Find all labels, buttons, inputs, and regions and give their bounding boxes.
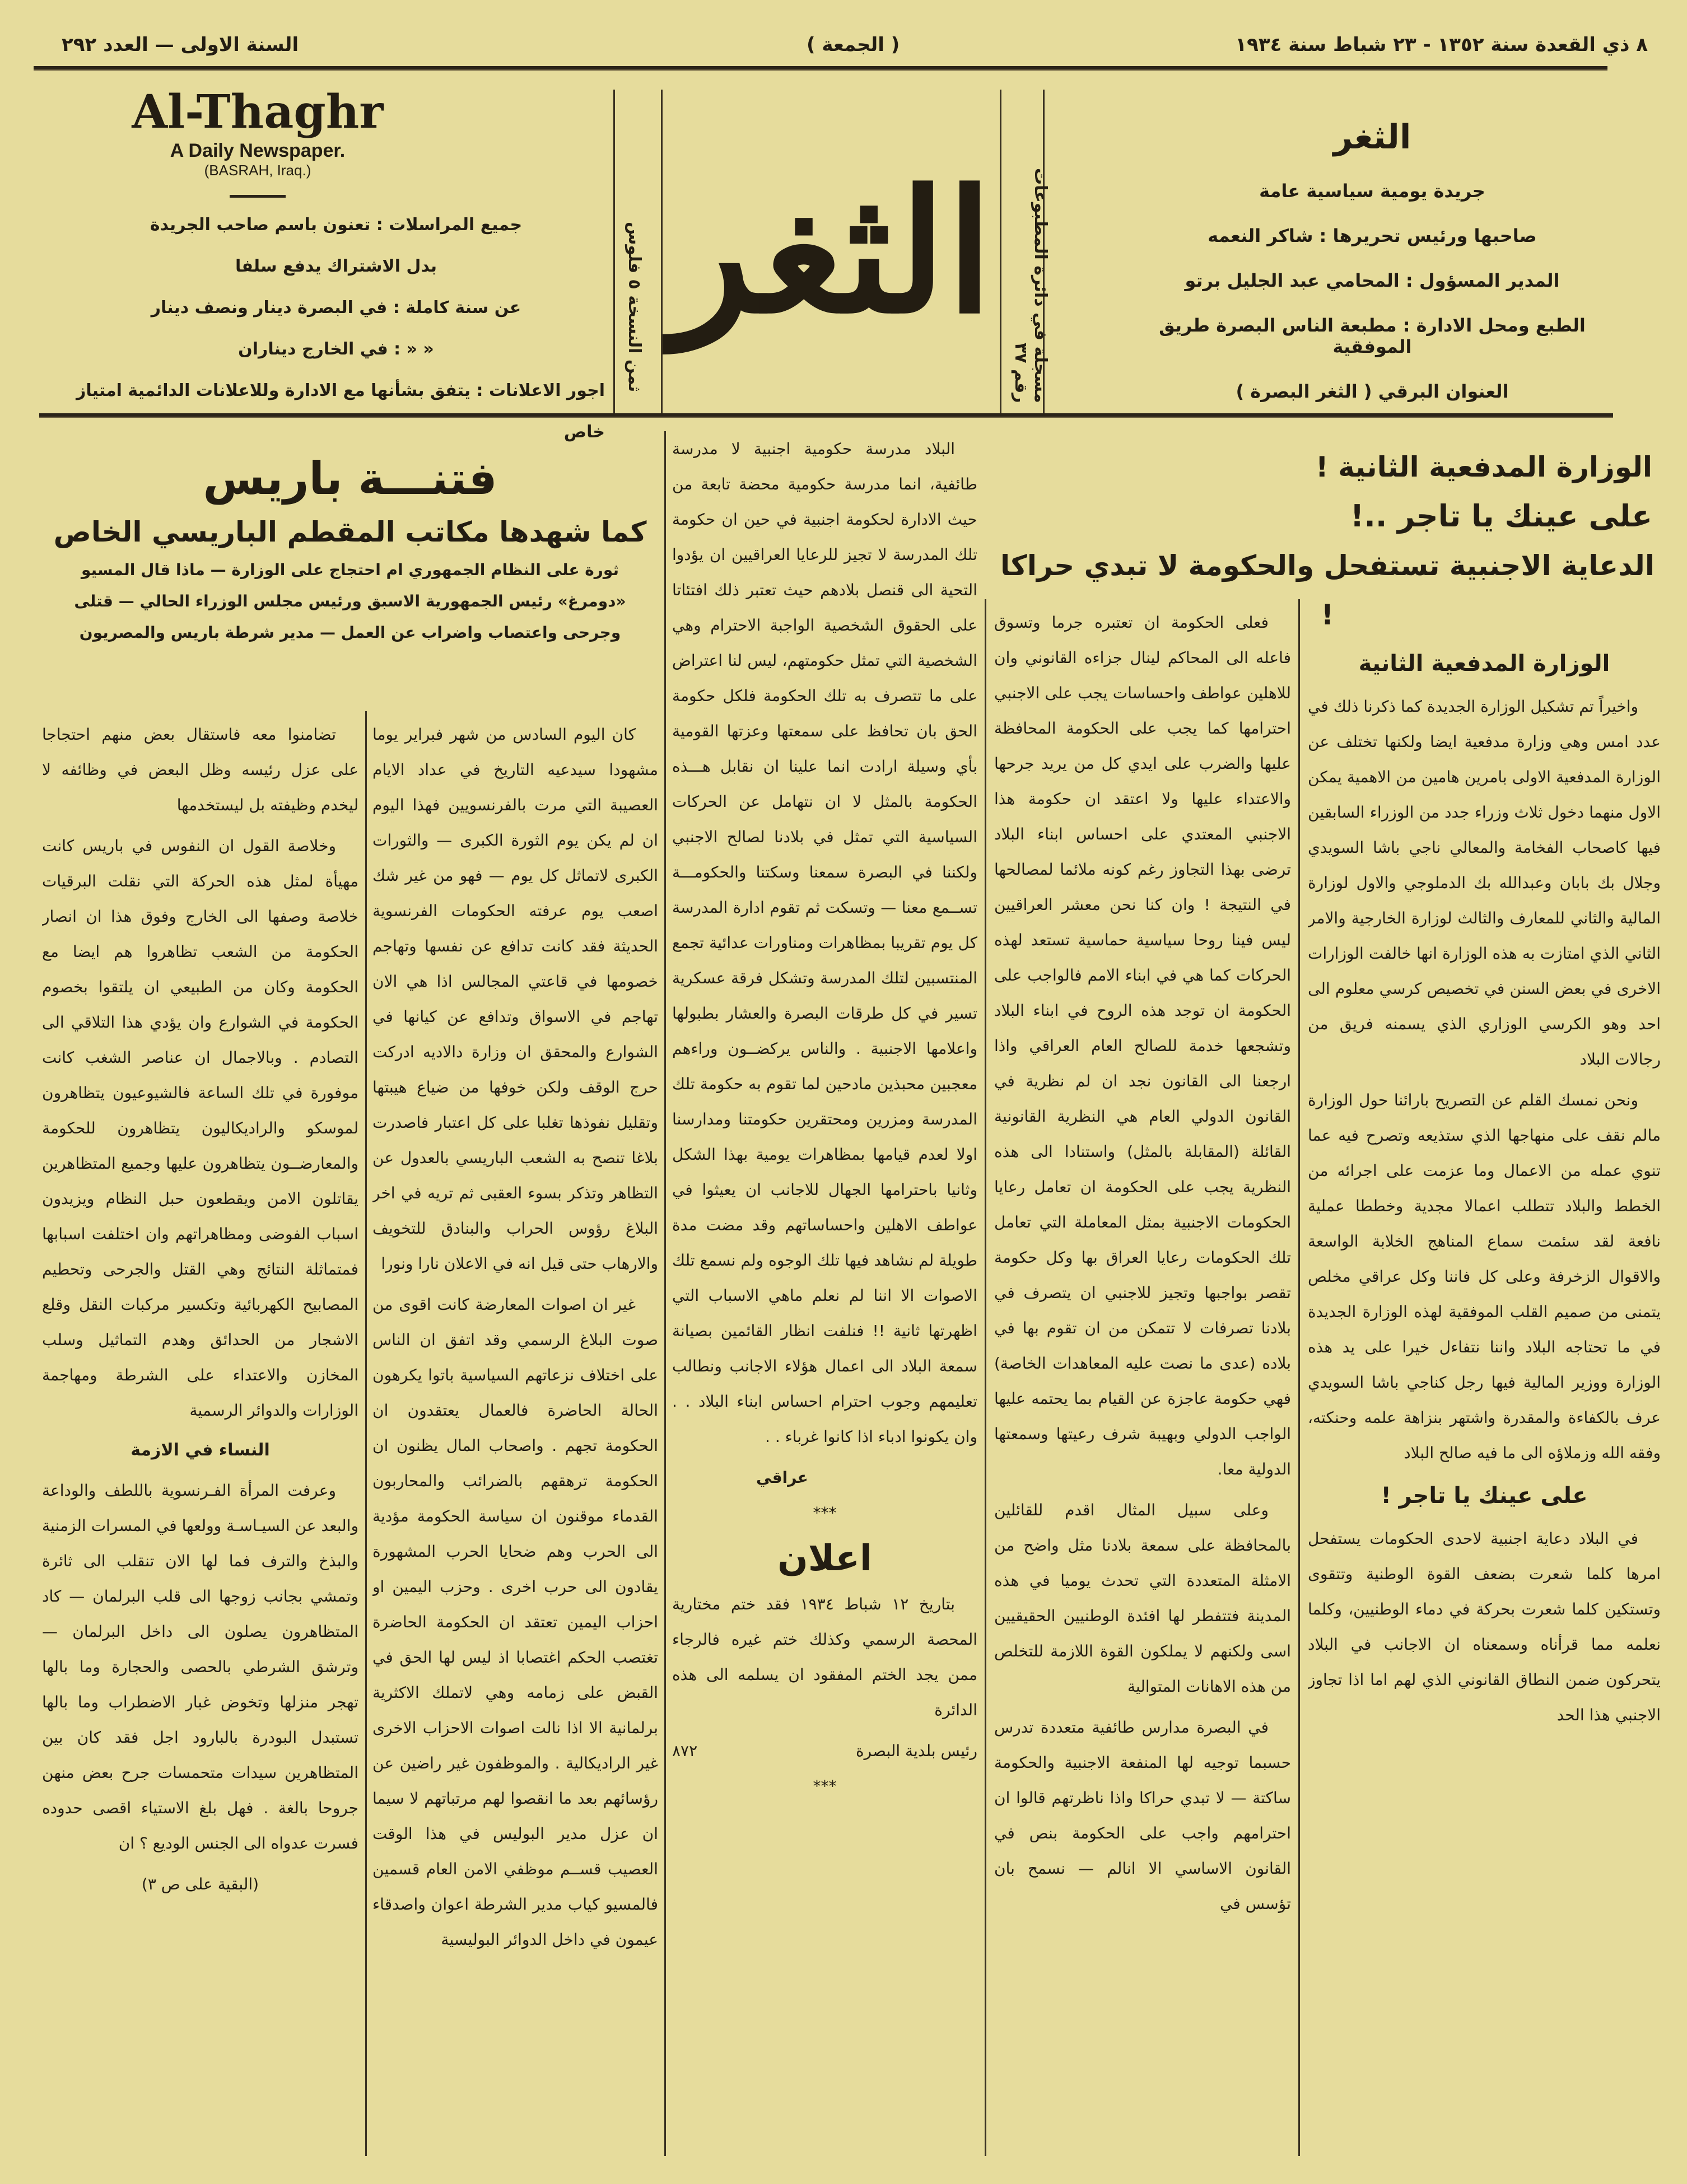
registration-note: مسجلة في دائرة المطبوعات رقم ٣٧: [1011, 168, 1050, 403]
headline-1: الوزارة المدفعية الثانية !: [1315, 451, 1652, 483]
separator-stars: ***: [813, 1504, 837, 1522]
paragraph: وعلى سبيل المثال اقدم للقائلين بالمحافظة على سمعة بلادنا مثل واضح من الامثلة المتعددة التي تحدث يوميا في هذه المدينة فتتفطر لها افئدة الوطنيين الحقيقيين اسى ولكنهم لا يملكون القوة اللازمة للتخلص من هذه الاهانات المتوالية: [994, 1501, 1291, 1696]
ornament-dash: [230, 195, 286, 198]
column-paris-2: [42, 717, 358, 2162]
ads-note: اجور الاعلانات : يتفق بشأنها مع الادارة وللاعلانات الدائمية امتياز خاص: [76, 381, 605, 442]
ad-body: بتاريخ ١٢ شباط ١٩٣٤ فقد ختم مختارية المحصة الرسمي وكذلك ختم غيره فالرجاء ممن يجد الختم المفقود ان يسلمه الى هذه الدائرة: [672, 1595, 977, 1719]
issue-day: ( الجمعة ): [807, 34, 900, 56]
top-rule: [34, 66, 1607, 71]
paragraph: وعرفت المرأة الفـرنسوية باللطف والوداعة والبعد عن السيـاسـة وولعها في المسرات الزمنية والبذخ والترف فما لها الان تنقلب الى ثائرة وتمشي بجانب زوجها الى قلب البرلمان — كاد المتظاهرون يصلون الى داخل البرلمان — وترشق الشرطي بالحصى والحجارة وما بالها تهجر منزلها وتخوض غبار الاضطراب وما بالها تستبدل البودرة بالبارود اجل فقد كان بين المتظاهرين سيدات متحمسات جرح بعض منهن جروحا بالغة . فهل بلغ الاستياء اقصى حدوده فسرت عدواه الى الجنس الوديع ؟ ان: [42, 1481, 358, 1852]
column-propaganda: [994, 605, 1291, 2162]
column-paris-1: [372, 717, 658, 2162]
english-place: (BASRAH, Iraq.): [204, 162, 311, 179]
headline-3: الدعاية الاجنبية تستفحل والحكومة لا تبدي حراكا !: [1000, 549, 1655, 631]
basra-price: عن سنة كاملة : في البصرة دينار ونصف دينار: [151, 298, 521, 318]
masthead-press: الطبع ومحل الادارة : مطبعة الناس البصرة طريق الموفقية: [1159, 315, 1586, 357]
section-heading: الوزارة المدفعية الثانية: [1358, 651, 1610, 676]
issue-number: السنة الاولى — العدد ٢٩٢: [62, 34, 299, 56]
english-subtitle: A Daily Newspaper.: [170, 140, 346, 161]
paragraph: تضامنوا معه فاستقال بعض منهم احتجاجا على عزل رئيسه وظل البعض في وظائفه لا ليخدم وظيفته بل ليستخدمها: [42, 725, 358, 814]
masthead-name: الثغر: [1333, 118, 1411, 157]
ad-signature: رئيس بلدية البصرة: [856, 1742, 977, 1760]
masthead-tagline: جريدة يومية سياسية عامة: [1259, 180, 1485, 202]
paragraph: كان اليوم السادس من شهر فبراير يوما مشهودا سيدعيه التاريخ في عداد الايام العصيبة التي مرت بالفرنسويين فهذا اليوم ان لم يكن يوم الثورة الكبرى — والثورات الكبرى لاتماثل كل يوم — فهو من غير شك اصعب يوم عرفته الحكومات الفرنسوية الحديثة فقد كانت تدافع عن نفسها وتهاجم خصومها في قاعتي المجالس اذا هي الان تهاجم في الاسواق وتدافع عن كيانها في الشوارع والمحقق ان وزارة دالاديه ادركت حرج الوقف ولكن خوفها من ضياع هيبتها وتقليل نفوذها تغلبا على كل اعتبار فاصدرت بلاغا تنصح به الشعب الباريسي بالعدول عن التظاهر وتذكر بسوء العقبى ثم تريه في اخر البلاغ رؤوس الحراب والبنادق للتخويف والارهاب حتى قيل انه في الاعلان نارا ونورا: [372, 725, 658, 1273]
newspaper-logo: الثغر: [670, 153, 993, 351]
paragraph: ونحن نمسك القلم عن التصريح بارائنا حول الوزارة مالم نقف على منهاجها الذي ستذيعه وتصرح فيه عما تنوي عمله من الاعمال وما عزمت على اجرائه من الخطط والبلاد تتطلب اعمالا مجدية وخططا عملية نافعة لقد سئمت سماع المناهج الخلابة الواسعة والاقوال الزخرفة وعلى كل فاننا وكل عراقي مخلص يتمنى من صميم القلب الموفقية لهذه الوزارة الجديدة في ما تحتاجه البلاد واننا نتفاءل خيرا على يد هذه الوزارة ووزير المالية فيها رجل كناجي باشا السويدي عرف بالكفاءة والمقدرة واشتهر بنزاهة علمه وحنكته، وفقه الله وزملاؤه الى ما فيه صالح البلاد: [1308, 1091, 1661, 1462]
paris-headline: [42, 448, 658, 648]
masthead-owner: صاحبها ورئيس تحريرها : شاكر النعمه: [1208, 225, 1537, 246]
paragraph: في البصرة مدارس طائفية متعددة تدرس حسبما توجيه لها المنفعة الاجنبية والحكومة ساكتة — لا تبدي حراكا واذا ناظرتهم قالوا ان احترامهم واجب على الحكومة بنص في القانون الاساسي الا انالم — نسمح بان تؤسس في: [994, 1718, 1291, 1913]
paris-subtitle: كما شهدها مكاتب المقطم الباريسي الخاص: [53, 516, 647, 548]
headline-2: على عينك يا تاجر ..!: [1350, 498, 1652, 534]
paragraph: فعلى الحكومة ان تعتبره جرما وتسوق فاعله الى المحاكم لينال جزاءه القانوني وان للاهلين عواطف واحساسات يجب على الاجنبي احترامها كما يجب على الحكومة المحافظة عليها والضرب على ايدي كل من يريد جرحها والاعتداء عليها ولا اعتقد ان حكومة هذا الاجنبي المعتدي على احساس ابناء البلاد ترضى بهذا التجاوز رغم كونه ملائما لمصالحها في النتيجة ! وان كنا نحن معشر العراقيين ليس فينا روحا سياسية حماسية تستعد لهذه الحركات كما هي في ابناء الامم فالواجب على الحكومة ان توجد هذه الروح في ابناء البلاد وتشجعها خدمة للصالح العام العراقي واذا ارجعنا الى القانون نجد ان لم نظرية في القانون الدولي العام هي النظرية القانونية القائلة (المقابلة بالمثل) واستنادا الى هذه النظرية يجب على الحكومة ان تعامل رعايا الحكومات الاجنبية بمثل المعاملة التي تعامل تلك الحكومات رعايا العراق بها وكل حكومة تقصر بواجبها وتجيز للاجنبي ان يتصرف في بلادنا تصرفات لا تتمكن من ان تقوم بها في بلاده (عدى ما نصت عليه المعاهدات الخاصة) فهي حكومة عاجزة عن القيام بما يحتمه عليها الواجب الدولي وبهيبة شرف رعيتها وسمعتها الدولية معا.: [994, 613, 1291, 1478]
abroad-price: « « : في الخارج ديناران: [238, 339, 434, 359]
issue-date: ٨ ذي القعدة سنة ١٣٥٢ - ٢٣ شباط سنة ١٩٣٤: [1235, 34, 1648, 56]
ad-title: اعلان: [777, 1538, 872, 1579]
price-note: ثمن النسخة ٥ فلوس: [625, 221, 644, 392]
column-ministry: [1308, 638, 1661, 2162]
masthead-bottom-rule: [39, 413, 1613, 418]
ad-number: ٨٧٢: [672, 1742, 698, 1760]
column-rule: [1298, 599, 1300, 2156]
paris-title: فتنـــة باريس: [203, 452, 497, 505]
paragraph: وخلاصة القول ان النفوس في باريس كانت مهيأة لمثل هذه الحركة التي نقلت البرقيات خلاصة وصفها الى الخارج وفوق هذا ان انصار الحكومة من الشعب تظاهروا هم ايضا مع الحكومة وكان من الطبيعي ان يلتقوا بخصوم الحكومة في الشوارع وان يؤدي هذا التلاقي الى التصادم . وبالاجمال ان عناصر الشغب كانت موفورة في تلك الساعة فالشيوعيون يتظاهرون لموسكو والراديكاليون يتظاهرون للحكومة والمعارضــون يتظاهرون عليها وجميع المتظاهرين يقاتلون الامن ويقطعون حبل النظام ويزيدون اسباب الفوضى ومظاهراتهم وان اختلفت اسبابها فمتماثلة النتائج وهي القتل والجرحى وتحطيم المصابيح الكهربائية وتكسير مركبات النقل وقلع الاشجار من الحدائق وهدم التماثيل وسلب المخازن والاعتداء على الشرطة ومهاجمة الوزارات والدوائر الرسمية: [42, 837, 358, 1420]
paragraph: في البلاد دعاية اجنبية لاحدى الحكومات يستفحل امرها كلما شعرت بضعف القوة الوطنية وتتقوى وتستكين كلما شعرت بحركة في دماء الوطنيين، وكلما نعلمه مما قرأناه وسمعناه ان الاجانب في البلاد يتحركون ضمن النطاق القانوني الذي لهم اما اذا تجاوز الاجنبي هذا الحد: [1308, 1529, 1661, 1724]
separator-stars: ***: [813, 1777, 837, 1795]
english-masthead: [84, 84, 431, 198]
paragraph: غير ان اصوات المعارضة كانت اقوى من صوت البلاغ الرسمي وقد اتفق ان الناس على اختلاف نزعاتهم السياسية باتوا يكرهون الحالة الحاضرة فالعمال يعتقدون ان الحكومة تجهم . واصحاب المال يظنون ان الحكومة ترهقهم بالضرائب والمحاربون القدماء موقنون ان سياسة الحكومة مؤدية الى الحرب وهم ضحايا الحرب المشهورة يقادون الى حرب اخرى . وحزب اليمين او احزاب اليمين تعتقد ان الحكومة الحاضرة تغتصب الحكم اغتصابا اذ ليس لها الحق في القبض على زمامه وهي لاتملك الاكثرية برلمانية الا اذا نالت اصوات الاحزاب الاخرى غير الراديكالية . والموظفون غير راضين عن رؤسائهم بعد ما انقصوا لهم مرتباتهم لا سيما ان عزل مدير البوليس في هذا الوقت العصيب قســم موظفي الامن العام قسمين فالمسيو كياب مدير الشرطة اعوان واصدقاء عيمون في داخل الدوائر البوليسية: [372, 1295, 658, 1949]
paris-summary: ثورة على النظام الجمهوري ام احتجاج على الوزارة — ماذا قال المسيو «دومرغ» رئيس الجمهورية الاسبق ورئيس مجلس الوزراء الحالي — قتلى وجرحى واعتصاب واضراب عن العمل — مدير شرطة باريس والمصريون: [74, 561, 626, 642]
masthead-divider: [613, 90, 615, 414]
section-heading: النساء في الازمة: [131, 1440, 270, 1460]
column-rule: [365, 711, 367, 2156]
correspondence-note: جميع المراسلات : تعنون باسم صاحب الجريدة: [150, 215, 523, 235]
continued-note: (البقية على ص ٣): [141, 1875, 259, 1893]
column-rule: [985, 599, 986, 2156]
section-heading: على عينك يا تاجر !: [1381, 1483, 1588, 1509]
column-rule: [664, 431, 666, 2156]
masthead-manager: المدير المسؤول : المحامي عبد الجليل برتو: [1185, 270, 1560, 291]
masthead-divider: [1000, 90, 1001, 414]
masthead-info: [1143, 118, 1602, 426]
article-signature: عراقي: [756, 1468, 808, 1487]
paragraph: البلاد مدرسة حكومية اجنبية لا مدرسة طائفية، انما مدرسة حكومية محضة تابعة من حيث الادارة لحكومة اجنبية في حين ان حكومة تلك المدرسة لا تجيز للرعايا العراقيين ان يؤدوا التحية الى قنصل بلادهم حيث تعتبر ذلك افتئاتا على الحقوق الشخصية الواجبة الاحترام وهي الشخصية التي تمثل حكومتهم، ليس لنا اعتراض على ما تتصرف به تلك الحكومة فلكل حكومة الحق بان تحافظ على سمعتها وعزتها القومية بأي وسيلة ارادت انما علينا ان نقابل هـــذه الحكومة بالمثل لا ان نتهامل عن الحركات السياسية التي تمثل في بلادنا لصالح الاجنبي ولكننا في البصرة سمعنا وسكتنا والحكومـــة تســمع معنا — وتسكت ثم تقوم ادارة المدرسة كل يوم تقريبا بمظاهرات ومناورات عدائية تجمع المنتسبين لتلك المدرسة وتشكل فرقة عسكرية تسير في كل طرقات البصرة والعشار بطبولها واعلامها الاجنبية . والناس يركضــون وراءهم معجبين محبذين مادحين لما تقوم به حكومة تلك المدرسة ومزرين ومحتقرين حكومتنا ومدارسنا اولا لعدم قيامها بمظاهرات يومية بهذا الشكل وثانيا باحترامها الجهال للاجانب ان يعيثوا في عواطف الاهلين واحساساتهم وقد مضت مدة طويلة لم نشاهد فيها تلك الوجوه ولم نسمع تلك الاصوات الا اننا لم نعلم ماهي الاسباب التي اظهرتها ثانية !! فنلفت انظار القائمين بصيانة سمعة البلاد الى اعمال هؤلاء الاجانب ونطالب تعليمهم وجوب احترام احساس ابناء البلاد . . وان يكونوا ادباء اذا كانوا غرباء . .: [672, 440, 977, 1446]
paragraph: واخيراً تم تشكيل الوزارة الجديدة كما ذكرنا ذلك في عدد امس وهي وزارة مدفعية ايضا ولكنها تختلف عن الوزارة المدفعية الاولى بامرين هامين من الاهمية يمكن الاول منهما دخول ثلاث وزراء جدد من الوزراء السابقين فيها كاصحاب الفخامة والمعالي ناجي باشا السويدي وجلال بك بابان وعبدالله بك الدملوجي والاول لوزارة المالية والثاني للمعارف والثالث لوزارة الخارجية والامر الثاني الذي امتازت به هذه الوزارة انها خالفت الوزارات الاخرى في بعض السنن في تخصيص كرسي معلوم الى احد وهو الكرسي الوزاري الذي يسمنه فريق من رجالات البلاد: [1308, 697, 1661, 1068]
column-schools: [672, 431, 977, 2162]
subscription-note: بدل الاشتراك يدفع سلفا: [235, 256, 437, 276]
english-title: Al-Thaghr: [132, 85, 384, 139]
masthead-divider: [661, 90, 663, 414]
masthead-telegraph: العنوان البرقي ( الثغر البصرة ): [1236, 381, 1509, 402]
